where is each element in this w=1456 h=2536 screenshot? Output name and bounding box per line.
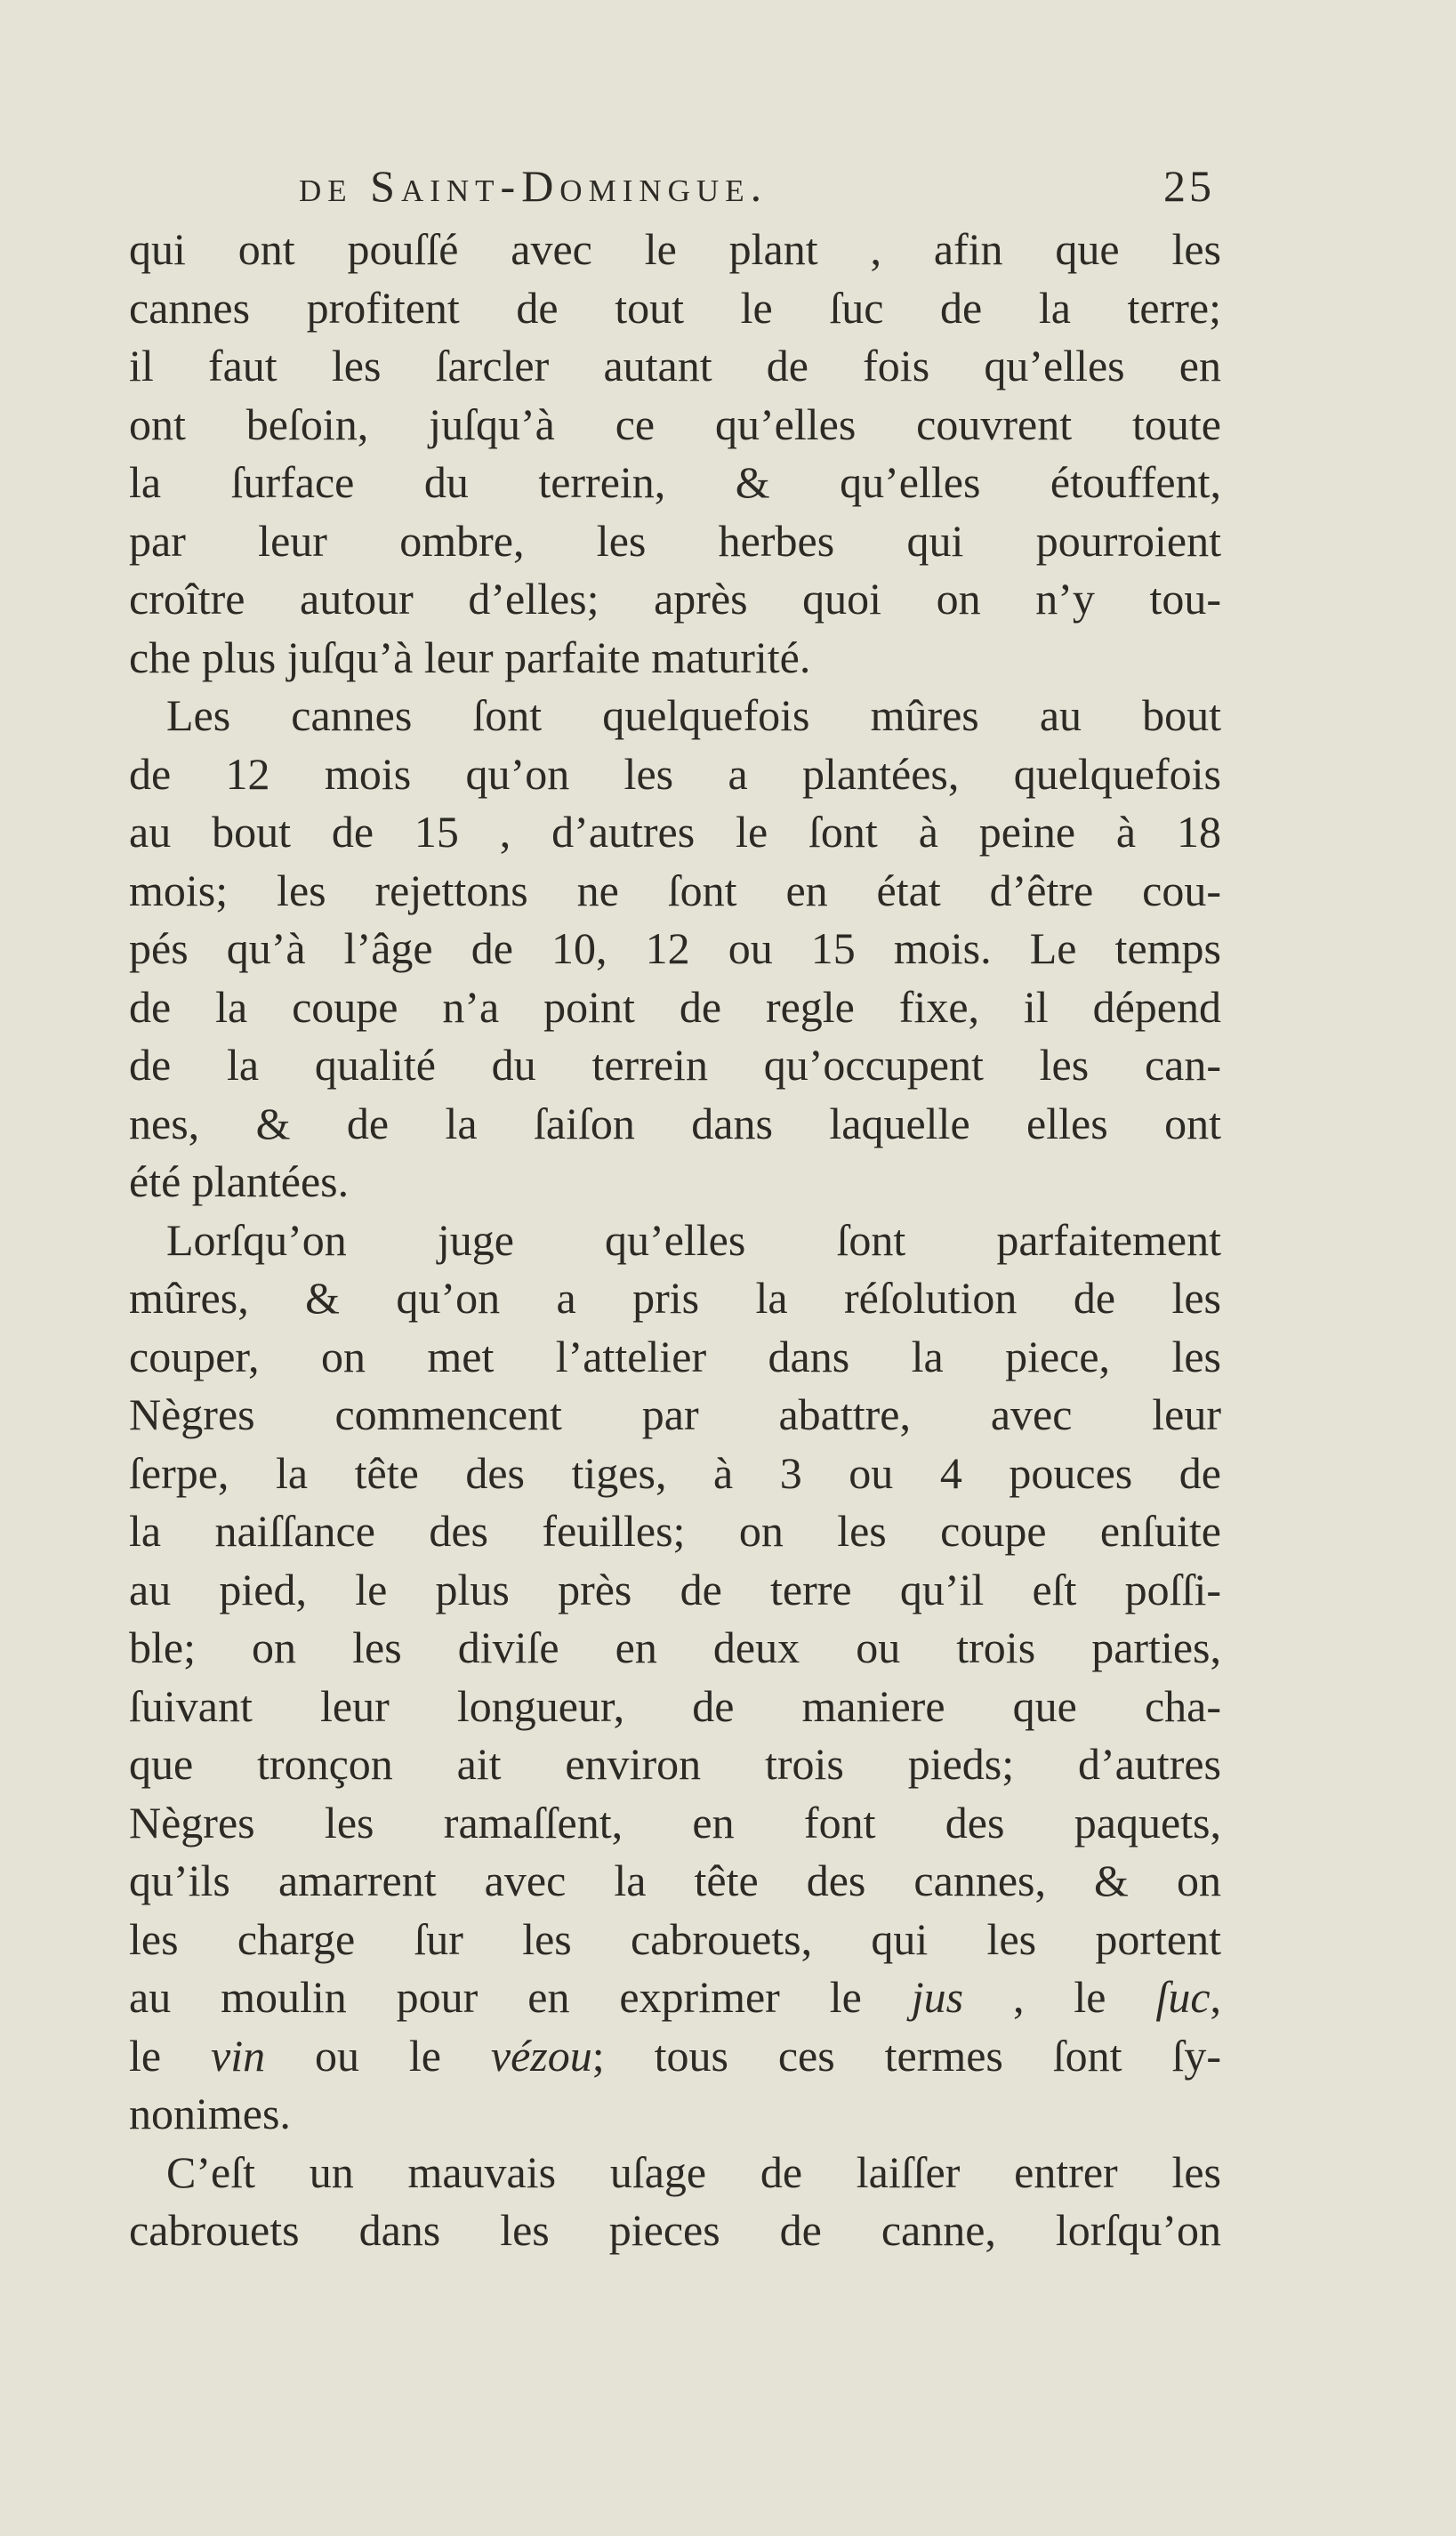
text-line (129, 1968, 1221, 2027)
text-line: la naiſſance des feuilles; on les coupe enſuite (129, 1506, 1221, 1556)
text-line: que tronçon ait environ trois pieds; d’autres (129, 1739, 1221, 1789)
text-segment: , le (963, 1972, 1156, 2022)
text-line: la ſurface du terrein, & qu’elles étouffent, (129, 457, 1221, 507)
text-line: cabrouets dans les pieces de canne, lorſqu’on (129, 2205, 1221, 2255)
text-line: pés qu’à l’âge de 10, 12 ou 15 mois. Le temps (129, 923, 1221, 973)
text-segment: le (129, 2030, 211, 2081)
text-line: de la coupe n’a point de regle fixe, il dépend (129, 981, 1221, 1032)
text-line: au bout de 15 , d’autres le ſont à peine à 18 (129, 807, 1221, 857)
text-line: nes, & de la ſaiſon dans laquelle elles ont (129, 1098, 1221, 1148)
text-line: Nègres les ramaſſent, en font des paquets, (129, 1797, 1221, 1848)
italic-term: ſuc (1155, 1972, 1211, 2022)
text-line: croître autour d’elles; après quoi on n’y tou- (129, 574, 1221, 624)
text-line: ble; on les diviſe en deux ou trois parties, (129, 1622, 1221, 1672)
text-line: par leur ombre, les herbes qui pourroient (129, 515, 1221, 566)
italic-term: vin (211, 2030, 266, 2081)
italic-term: vézou (490, 2030, 592, 2081)
text-segment: ; tous ces termes ſont ſy- (591, 2030, 1221, 2081)
text-line: ont beſoin, juſqu’à ce qu’elles couvrent toute (129, 399, 1221, 449)
italic-term: jus (911, 1972, 964, 2022)
text-line: C’eſt un mauvais uſage de laiſſer entrer les (166, 2146, 1221, 2197)
text-line: de 12 mois qu’on les a plantées, quelquefois (129, 748, 1221, 799)
page-number: 25 (1163, 161, 1215, 211)
text-line (129, 2027, 1221, 2086)
text-line: il faut les ſarcler autant de fois qu’elles en (129, 341, 1221, 390)
text-line: ſuivant leur longueur, de maniere que cha- (129, 1680, 1221, 1731)
text-segment: , (1210, 1972, 1222, 2022)
page-header (299, 160, 1215, 222)
text-line: au pied, le plus près de terre qu’il eſt poſſi- (129, 1564, 1221, 1614)
text-line: qui ont pouſſé avec le plant , afin que les (129, 224, 1221, 274)
text-line: Nègres commencent par abattre, avec leur (129, 1389, 1221, 1439)
text-line: mois; les rejettons ne ſont en état d’être cou- (129, 865, 1221, 915)
text-line: ſerpe, la tête des tiges, à 3 ou 4 pouces de (129, 1447, 1221, 1498)
text-line: nonimes. (129, 2089, 291, 2138)
text-line: qu’ils amarrent avec la tête des cannes, & on (129, 1856, 1221, 1905)
text-line: Les cannes ſont quelquefois mûres au bout (166, 690, 1221, 740)
text-segment: ou le (265, 2030, 491, 2081)
text-line: cannes profitent de tout le ſuc de la terre; (129, 282, 1221, 333)
text-line: mûres, & qu’on a pris la réſolution de les (129, 1273, 1221, 1323)
text-segment: au moulin pour en exprimer le (129, 1972, 912, 2022)
text-line: che plus juſqu’à leur parfaite maturité. (129, 632, 811, 682)
text-line: les charge ſur les cabrouets, qui les portent (129, 1913, 1221, 1964)
text-line: Lorſqu’on juge qu’elles ſont parfaitement (166, 1214, 1221, 1265)
text-line: été plantées. (129, 1156, 350, 1206)
body-text (129, 221, 1221, 2260)
text-line: couper, on met l’attelier dans la piece, les (129, 1331, 1221, 1381)
running-title: de Saint-Domingue. (299, 161, 768, 211)
text-line: de la qualité du terrein qu’occupent les can- (129, 1040, 1221, 1090)
